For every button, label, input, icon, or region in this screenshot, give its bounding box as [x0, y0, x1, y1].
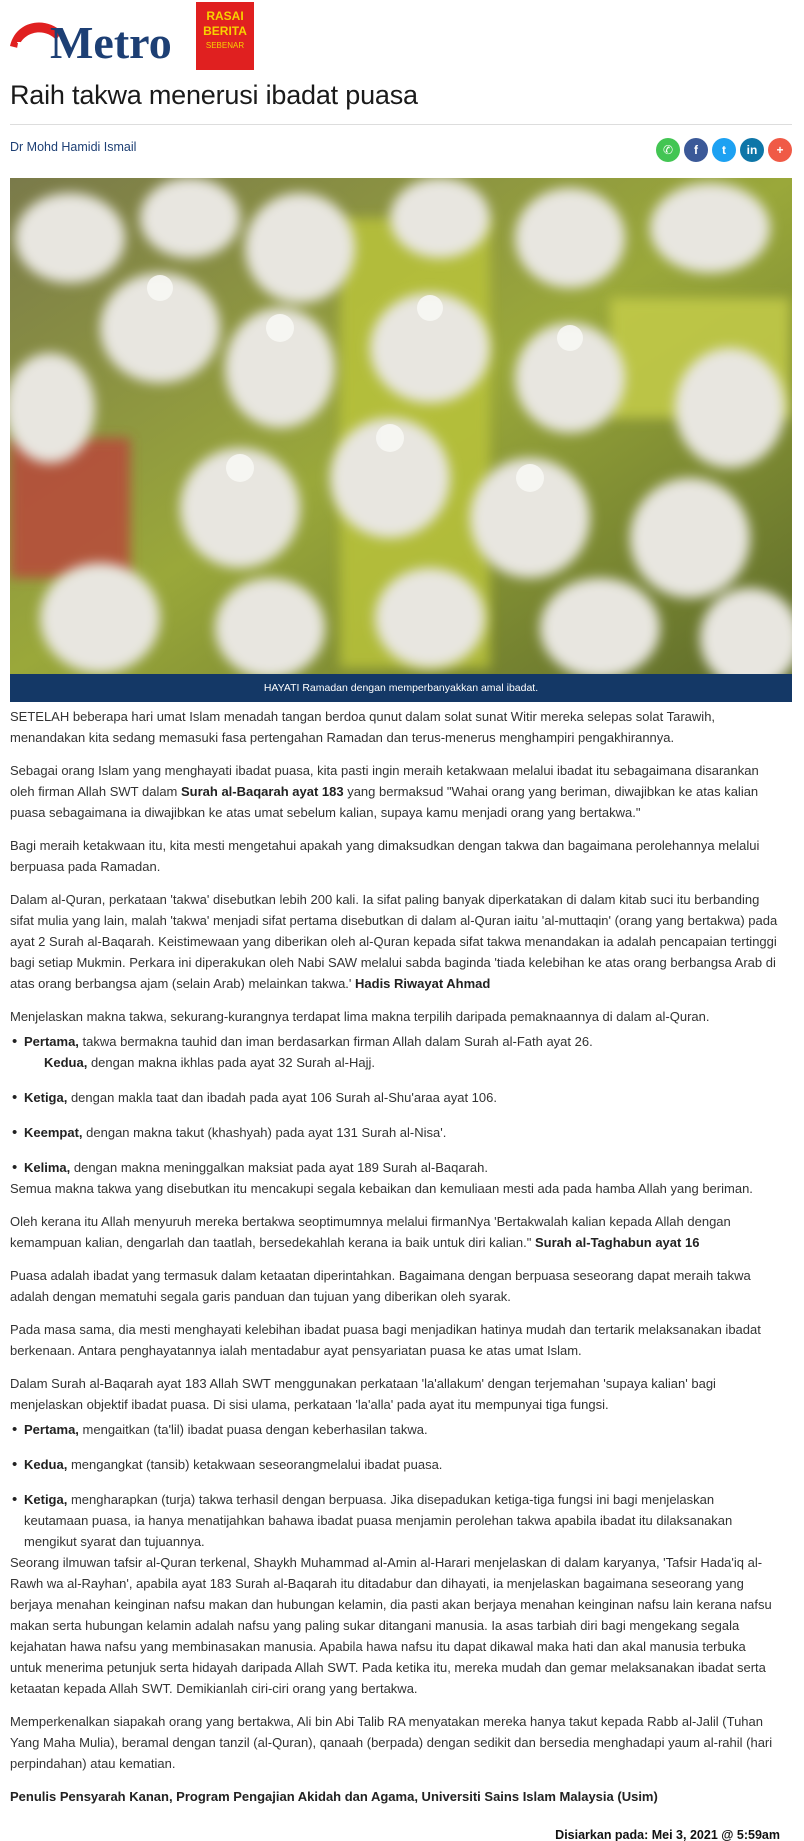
share-facebook-button[interactable] [684, 138, 708, 162]
paragraph-2: Sebagai orang Islam yang menghayati ibadat puasa, kita pasti ingin meraih ketakwaan melalui ibadat itu sebagaimana disarankan oleh firman Allah SWT dalam Surah al-Baqarah ayat 183 yang bermaksud "Wahai orang yang beriman, diwajibkan ke atas kalian puasa sebagaimana ia diwajibkan ke atas umat sebelum kalian, supaya kamu menjadi orang yang bertakwa." [10, 763, 759, 820]
more-share-icon: + [776, 143, 784, 157]
list-item: • Ketiga, dengan makla taat dan ibadah pada ayat 106 Surah al-Shu'araa ayat 106. [10, 1087, 780, 1108]
posted-label: Disiarkan pada: [555, 1828, 649, 1841]
paragraph-5: Menjelaskan makna takwa, sekurang-kurangnya terdapat lima makna terpilih daripada pemaknaannya di dalam al-Quran. [10, 1009, 710, 1024]
linkedin-icon: in [746, 143, 758, 157]
list-item: • Pertama, mengaitkan (ta'lil) ibadat puasa dengan keberhasilan takwa. [10, 1419, 780, 1440]
photo-caption: HAYATI Ramadan dengan memperbanyakkan amal ibadat. [10, 674, 792, 702]
list-item: • Kelima, dengan makna meninggalkan maksiat pada ayat 189 Surah al-Baqarah. [10, 1157, 780, 1178]
logo-metro-text: Metro [50, 17, 172, 68]
logo-my-text: my [16, 32, 43, 57]
article-photo [10, 178, 792, 674]
paragraph-9: Pada masa sama, dia mesti menghayati kelebihan ibadat puasa bagi menjadikan hatinya mudah dan tertarik melaksanakan ibadat berkenaan. Antara penghayatannya ialah mentadabur ayat pensyariatan puasa ke atas umat Islam. [10, 1322, 761, 1358]
verse-reference-2: Surah al-Taghabun ayat 16 [534, 1235, 700, 1250]
paragraph-4: Dalam al-Quran, perkataan 'takwa' disebutkan lebih 200 kali. Ia sifat paling banyak diperkatakan di dalam kitab suci itu berbanding sifat mulia yang lain, malah 'takwa' menjadi sifat pertama disebutkan di dalam al-Quran iaitu 'al-muttaqin' (orang yang bertakwa) pada ayat 2 Surah al-Baqarah. Keistimewaan yang diberikan oleh al-Quran kepada sifat takwa menandakan ia adalah pencapaian tertinggi bagi setiap Mukmin. Perkara ini diperakukan oleh Nabi SAW melalui sabda baginda 'tiada kelebihan ke atas orang berbangsa Arab di atas orang berbangsa ajam (selain Arab) melainkan takwa.' Hadis Riwayat Ahmad [10, 892, 778, 991]
paragraph-11: Seorang ilmuwan tafsir al-Quran terkenal, Shaykh Muhammad al-Amin al-Harari menjelaskan di dalam karyanya, 'Tafsir Hada'iq al-Rawh wa al-Rayhan', apabila ayat 183 Surah al-Baqarah itu ditadabur dan dihayati, ia menjelaskan bagaimana seseorang yang berjaya menahan keinginan nafsu makan dan hubungan kelamin, dia pasti akan berjaya menahan keinginan nafsu lain kerana nafsu makan serta hubungan kelamin adalah nafsu yang paling sukar ditangani manusia. Ia asas tarbiah diri bagi mengekang segala kejahatan hawa nafsu yang membinasakan manusia. Apabila hawa nafsu itu dapat dikawal maka hati dan akal manusia terbuka untuk menerima petunjuk serta hidayah daripada Allah SWT. Pada ketika itu, mereka mudah dan gemar melaksanakan ibadat serta ketaatan kepada Allah SWT. Demikianlah ciri-ciri orang yang bertakwa. [10, 1555, 772, 1696]
logo-badge-line3: SEBENAR [205, 41, 245, 50]
paragraph-12: Memperkenalkan siapakah orang yang bertakwa, Ali bin Abi Talib RA menyatakan mereka hanya takut kepada Rabb al-Jalil (Tuhan Yang Maha Mulia), beramal dengan tanzil (al-Quran), qanaah (berpada) dengan sedikit dan bersedia menghadapi yaum al-rahil (hari perpindahan) atau kematian. [10, 1714, 773, 1771]
article-body [10, 706, 780, 1841]
paragraph-3: Bagi meraih ketakwaan itu, kita mesti mengetahui apakah yang dimaksudkan dengan takwa dan bagaimana perolehannya melalui berpuasa pada Ramadan. [10, 838, 760, 874]
author-link[interactable]: Dr Mohd Hamidi Ismail [10, 140, 137, 154]
worshippers-photo [10, 178, 792, 674]
paragraph-6: Semua makna takwa yang disebutkan itu mencakupi segala kebaikan dan kemuliaan mesti ada pada hamba Allah yang beriman. [10, 1181, 753, 1196]
author-credit: Penulis Pensyarah Kanan, Program Pengajian Akidah dan Agama, Universiti Sains Islam Malaysia (Usim) [10, 1789, 658, 1804]
list-item: • Ketiga, mengharapkan (turja) takwa terhasil dengan berpuasa. Jika disepadukan ketiga-tiga fungsi ini bagi menjelaskan keutamaan puasa, ia hanya menatijahkan bahawa ibadat puasa menjamin perolehan takwa apabila ibadat itu dilaksanakan mengikut syarat dan tujuannya. [10, 1489, 780, 1552]
share-linkedin-button[interactable] [740, 138, 764, 162]
list-subitem: Kedua, dengan makna ikhlas pada ayat 32 Surah al-Hajj. [44, 1055, 375, 1070]
whatsapp-icon: ✆ [662, 143, 674, 157]
logo-badge-line2: BERITA [203, 24, 247, 38]
facebook-icon: f [694, 143, 698, 157]
paragraph-1: SETELAH beberapa hari umat Islam menadah tangan berdoa qunut dalam solat sunat Witir mereka selepas solat Tarawih, menandakan kita sedang memasuki fasa pertengahan Ramadan dan terus-menerus menghampiri pengakhirannya. [10, 709, 716, 745]
paragraph-7: Oleh kerana itu Allah menyuruh mereka bertakwa seoptimumnya melalui firmanNya 'Bertakwalah kalian kepada Allah dengan kemampuan kalian, dengarlah dan taatlah, bersedekahlah kerana ia baik untuk diri kalian." Surah al-Taghabun ayat 16 [10, 1214, 731, 1250]
paragraph-10: Dalam Surah al-Baqarah ayat 183 Allah SWT menggunakan perkataan 'la'allakum' dengan terjemahan 'supaya kalian' bagi menjelaskan objektif ibadat puasa. Di sisi ulama, perkataan 'la'alla' pada ayat itu mempunyai tiga fungsi. [10, 1376, 716, 1412]
paragraph-8: Puasa adalah ibadat yang termasuk dalam ketaatan diperintahkan. Bagaimana dengan berpuasa seseorang dapat meraih takwa adalah dengan mematuhi segala garis panduan dan tujuan yang diberikan oleh syarak. [10, 1268, 751, 1304]
metro-logo-graphic [6, 2, 256, 72]
laalla-functions-list [10, 1419, 780, 1552]
list-item: • Kedua, mengangkat (tansib) ketakwaan seseorangmelalui ibadat puasa. [10, 1454, 780, 1475]
hadith-reference: Hadis Riwayat Ahmad [355, 976, 491, 991]
share-more-button[interactable] [768, 138, 792, 162]
publish-date [10, 1825, 780, 1841]
posted-date: Mei 3, 2021 @ 5:59am [651, 1828, 780, 1841]
list-item: • Pertama, takwa bermakna tauhid dan iman berdasarkan firman Allah dalam Surah al-Fath ayat 26. Kedua, dengan makna ikhlas pada ayat 32 Surah al-Hajj. [10, 1031, 780, 1073]
title-divider [10, 124, 792, 125]
logo-badge-line1: RASAI [206, 9, 244, 23]
takwa-meanings-list [10, 1031, 780, 1178]
share-twitter-button[interactable] [712, 138, 736, 162]
twitter-icon: t [722, 143, 726, 157]
verse-reference: Surah al-Baqarah ayat 183 [181, 784, 344, 799]
site-logo[interactable] [6, 2, 256, 72]
list-item: • Keempat, dengan makna takut (khashyah) pada ayat 131 Surah al-Nisa'. [10, 1122, 780, 1143]
share-whatsapp-button[interactable] [656, 138, 680, 162]
share-bar [656, 138, 792, 162]
article-title: Raih takwa menerusi ibadat puasa [10, 80, 418, 110]
